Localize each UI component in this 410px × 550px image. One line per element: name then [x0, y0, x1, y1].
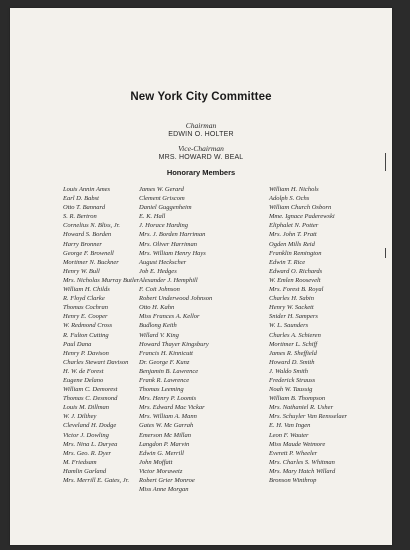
member-name: Otto T. Bannard — [63, 204, 106, 212]
document-page — [10, 8, 392, 545]
member-name: James R. Sheffield — [269, 349, 317, 357]
member-name: William H. Childs — [63, 286, 110, 294]
member-name: Francis H. Kinnicutt — [139, 349, 193, 357]
honorary-members-heading: Honorary Members — [166, 168, 236, 177]
member-name: Harry Bronner — [63, 240, 102, 248]
member-name: Mrs. Henry P. Loomis — [139, 395, 197, 403]
member-name: Adolph S. Ochs — [269, 195, 310, 203]
member-name: Eugene Delano — [63, 376, 104, 384]
member-name: Edwin T. Rice — [269, 258, 306, 266]
member-name: Mrs. Nina L. Duryea — [63, 440, 118, 448]
member-name: J. Horace Harding — [139, 222, 189, 230]
member-name: Howard Thayer Kingsbury — [139, 340, 209, 348]
member-name: Victor Morawetz — [139, 467, 183, 475]
member-name: Eliphalet N. Potter — [269, 222, 319, 230]
member-name: E. K. Hall — [139, 213, 166, 221]
member-name: H. W. de Forest — [63, 367, 104, 375]
member-name: Leon F. Wauter — [269, 431, 309, 439]
member-name: W. L. Saunders — [269, 322, 309, 330]
member-name: Miss Maude Wetmore — [269, 440, 326, 448]
member-name: Howard S. Borden — [63, 231, 112, 239]
member-name: Henry W. Sackett — [269, 304, 314, 312]
member-name: Louis Annin Ames — [63, 186, 111, 193]
member-name: Mrs. William Henry Hays — [139, 249, 206, 257]
members-column-2 — [139, 185, 212, 494]
member-name: W. Redmond Cross — [63, 322, 113, 330]
member-name: Edward O. Richards — [269, 267, 323, 275]
member-name: Henry W. Bull — [63, 267, 100, 275]
member-name: Victor J. Dowling — [63, 431, 109, 439]
member-name: Mrs. John T. Pratt — [269, 231, 317, 239]
member-name: Alexander J. Hemphill — [139, 276, 198, 284]
member-name: John Moffatt — [139, 458, 173, 466]
member-name: Franklin Remington — [269, 249, 322, 257]
member-name: J. Waldo Smith — [269, 367, 308, 375]
member-name: George F. Brownell — [63, 249, 114, 257]
member-name: Cornelius N. Bliss, Jr. — [63, 222, 121, 230]
member-name: Hamlin Garland — [63, 467, 107, 475]
member-name: Frederick Strauss — [269, 376, 316, 384]
chairman-label: Chairman — [185, 121, 217, 130]
member-name: Mrs. William A. Mann — [139, 413, 197, 421]
member-name: R. Fulton Cutting — [63, 331, 109, 339]
member-name: Charles H. Sabin — [269, 295, 314, 303]
margin-mark — [385, 248, 386, 258]
member-name: Henry P. Davison — [63, 349, 109, 357]
member-name: Mrs. Forest B. Royal — [269, 286, 324, 294]
member-name: Willard V. King — [139, 331, 179, 339]
member-name: W. Emlen Roosevelt — [269, 276, 321, 284]
member-name: Job E. Hedges — [139, 267, 177, 275]
member-name: Emerson Mc Millan — [139, 431, 191, 439]
member-name: Robert Underwood Johnson — [139, 295, 213, 303]
member-name: Mrs. Schuyler Van Rensselaer — [269, 413, 347, 421]
member-name: William B. Thompson — [269, 395, 326, 403]
member-name: Howard D. Smith — [269, 358, 315, 366]
member-name: James W. Gerard — [139, 186, 184, 193]
vice-chairman-block — [10, 144, 392, 162]
member-name: Paul Dana — [63, 340, 92, 348]
member-name: Cleveland H. Dodge — [63, 422, 117, 430]
member-name: Ogden Mills Reid — [269, 240, 315, 248]
members-column-3 — [269, 185, 347, 485]
member-name: Mortimer N. Buckner — [63, 258, 119, 266]
member-name: F. Coit Johnson — [139, 286, 180, 294]
member-name: August Heckscher — [139, 258, 187, 266]
member-name: Henry E. Cooper — [63, 313, 108, 321]
member-name: Noah W. Taussig — [269, 386, 313, 394]
member-name: William H. Nichols — [269, 186, 319, 193]
member-name: Mrs. Geo. R. Dyer — [63, 449, 112, 457]
member-name: Mrs. Charles S. Whitman — [269, 458, 335, 466]
member-name: Gates W. Mc Garrah — [139, 422, 194, 430]
member-name: Budlong Keith — [139, 322, 177, 330]
member-name: William Church Osborn — [269, 204, 332, 212]
member-name: Thomas Cochran — [63, 304, 108, 312]
member-name: Mrs. Edward Mac Vickar — [139, 404, 205, 412]
member-name: E. H. Van Ingen — [269, 422, 311, 430]
member-name: Mme. Ignace Paderewski — [269, 213, 335, 221]
member-name: Frank R. Lawrence — [139, 376, 190, 384]
member-name: Thomas Leeming — [139, 386, 184, 394]
member-name: R. Floyd Clarke — [63, 295, 105, 303]
vice-chairman-label: Vice-Chairman — [178, 144, 224, 153]
member-name: W. J. Dilthey — [63, 413, 97, 421]
member-name: Charles A. Schieren — [269, 331, 321, 339]
chairman-block — [10, 121, 392, 139]
member-name: Mrs. Nathaniel R. Usher — [269, 404, 334, 412]
member-name: Earl D. Babst — [63, 195, 99, 203]
member-name: Thomas C. Desmond — [63, 395, 118, 403]
chairman-name: EDWIN O. HOLTER — [168, 131, 234, 138]
member-name: Snider H. Sampers — [269, 313, 318, 321]
member-name: M. Friedsam — [63, 458, 97, 466]
member-name: Mrs. Oliver Harriman — [139, 240, 197, 248]
member-name: Edwin G. Merrill — [139, 449, 184, 457]
member-name: Everett P. Wheeler — [269, 449, 318, 457]
member-name: Mortimer L. Schiff — [269, 340, 318, 348]
member-name: S. R. Bertron — [63, 213, 97, 221]
members-column-1 — [63, 185, 139, 485]
member-name: Otto H. Kahn — [139, 304, 175, 312]
member-name: Charles Stewart Davison — [63, 358, 129, 366]
member-name: Daniel Guggenheim — [139, 204, 192, 212]
member-name: Bronson Winthrop — [269, 477, 317, 484]
member-name: Langdon P. Marvin — [139, 440, 190, 448]
member-name: Mrs. Merrill E. Gates, Jr. — [63, 477, 130, 484]
member-name: Robert Grier Monroe — [139, 477, 195, 484]
member-name: Miss Anne Morgan — [139, 486, 189, 494]
member-name: Miss Frances A. Kellor — [139, 313, 200, 321]
member-name: Louis M. Dillman — [63, 404, 110, 412]
member-name: Clement Griscom — [139, 195, 185, 203]
member-name: Benjamin B. Lawrence — [139, 367, 199, 375]
member-name: Mrs. Nicholas Murray Butler — [63, 276, 140, 284]
member-name: William C. Demorest — [63, 386, 118, 394]
member-name: Mrs. J. Borden Harriman — [139, 231, 206, 239]
member-name: Dr. George F. Kunz — [139, 358, 190, 366]
vice-chairman-name: MRS. HOWARD W. BEAL — [158, 154, 244, 161]
page-title: New York City Committee — [130, 91, 272, 103]
member-name: Mrs. Mary Hatch Willard — [269, 467, 336, 475]
